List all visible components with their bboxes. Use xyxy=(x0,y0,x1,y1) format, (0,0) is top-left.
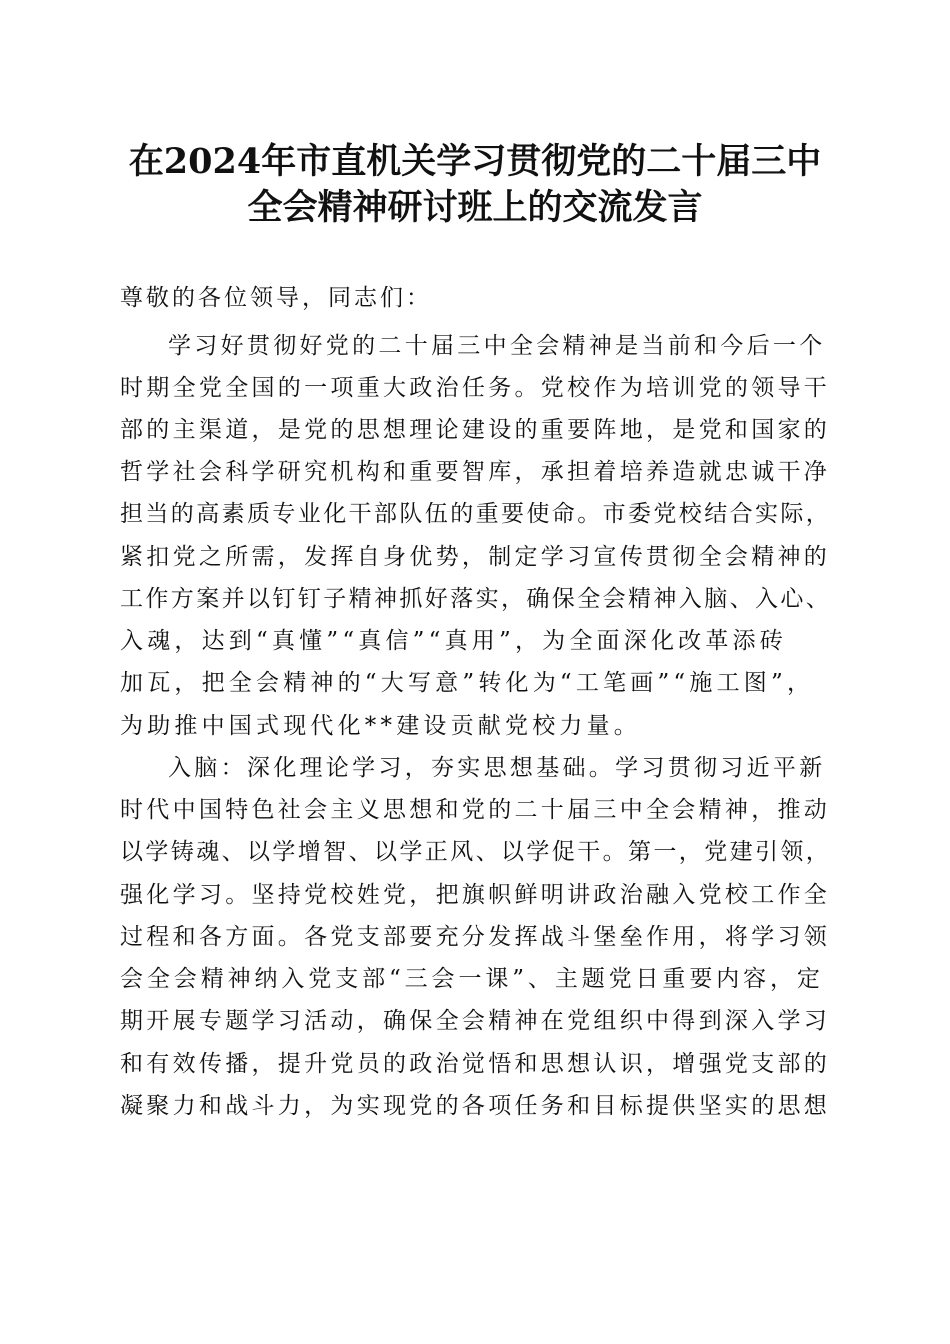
paragraph-line: 以学铸魂、以学增智、以学正风、以学促干。第一，党建引领， xyxy=(120,839,832,865)
paragraph-line: 部的主渠道，是党的思想理论建设的重要阵地，是党和国家的 xyxy=(120,417,831,443)
salutation: 尊敬的各位领导，同志们： xyxy=(120,285,432,311)
paragraph-line: 入脑：深化理论学习，夯实思想基础。学习贯彻习近平新 xyxy=(168,755,826,781)
paragraph-line: 紧扣党之所需，发挥自身优势，制定学习宣传贯彻全会精神的 xyxy=(120,544,831,570)
document-title-line-2: 全会精神研讨班上的交流发言 xyxy=(247,187,703,228)
paragraph-line: 和有效传播，提升党员的政治觉悟和思想认识，增强党支部的 xyxy=(120,1051,831,1077)
paragraph-line: 学习好贯彻好党的二十届三中全会精神是当前和今后一个 xyxy=(168,333,826,359)
paragraph-line: 凝聚力和战斗力，为实现党的各项任务和目标提供坚实的思想 xyxy=(120,1093,831,1119)
paragraph-line: 会全会精神纳入党支部“三会一课”、主题党日重要内容，定 xyxy=(120,966,824,992)
document-title-line-1: 在2024年市直机关学习贯彻党的二十届三中 xyxy=(128,141,822,182)
paragraph-line: 工作方案并以钉钉子精神抓好落实，确保全会精神入脑、入心、 xyxy=(120,586,832,612)
paragraph-line: 强化学习。坚持党校姓党，把旗帜鲜明讲政治融入党校工作全 xyxy=(120,882,831,908)
paragraph-line: 入魂，达到“真懂”“真信”“真用”，为全面深化改革添砖 xyxy=(120,628,787,654)
paragraph-line: 担当的高素质专业化干部队伍的重要使命。市委党校结合实际， xyxy=(120,501,832,527)
paragraph-line: 过程和各方面。各党支部要充分发挥战斗堡垒作用，将学习领 xyxy=(120,924,831,950)
paragraph-line: 哲学社会科学研究机构和重要智库，承担着培养造就忠诚干净 xyxy=(120,459,831,485)
paragraph-line: 期开展专题学习活动，确保全会精神在党组织中得到深入学习 xyxy=(120,1008,831,1034)
paragraph-line: 为助推中国式现代化**建设贡献党校力量。 xyxy=(120,713,641,739)
paragraph-line: 时期全党全国的一项重大政治任务。党校作为培训党的领导干 xyxy=(120,375,831,401)
paragraph-line: 时代中国特色社会主义思想和党的二十届三中全会精神，推动 xyxy=(120,797,831,823)
paragraph-line: 加瓦，把全会精神的“大写意”转化为“工笔画”“施工图”， xyxy=(120,670,815,696)
